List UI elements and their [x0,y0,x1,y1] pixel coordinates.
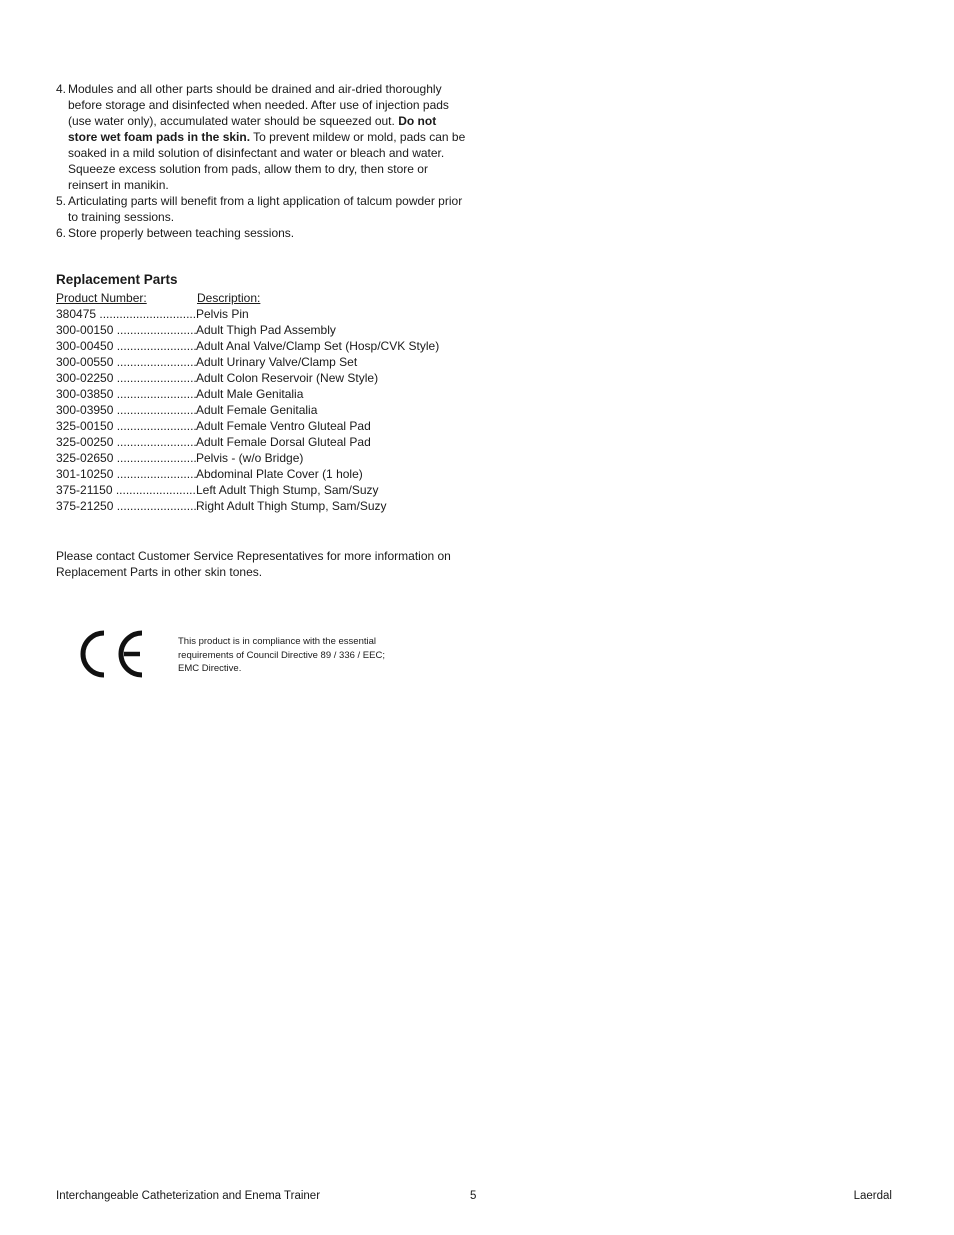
replacement-parts-heading: Replacement Parts [56,272,178,287]
table-row [56,434,439,450]
replacement-parts-table [56,290,439,514]
contact-note: Please contact Customer Service Representatives for more information on Replacement Parts in other skin tones. [56,549,451,579]
list-item-text: Articulating parts will benefit from a light application of talcum powder prior to training sessions. [68,194,463,224]
product-number: 375-21150 ..... [56,482,196,498]
product-number: 325-00150 ..... [56,418,196,434]
list-item [56,81,466,193]
table-row [56,466,439,482]
footer-title: Interchangeable Catheterization and Enema Trainer [56,1190,321,1202]
table-row [56,386,439,402]
ce-compliance-text: This product is in compliance with the essential requirements of Council Directive 89 / 336 / EEC; EMC Directive. [178,636,385,674]
description-header: Description: [197,291,261,305]
list-item [56,225,466,241]
product-number: 300-00150 ..... [56,322,196,338]
part-description: Adult Female Dorsal Gluteal Pad [196,435,371,449]
list-item-text: Store properly between teaching sessions. [68,226,295,240]
product-number: 300-00550 ..... [56,354,196,370]
product-number: 300-00450 ..... [56,338,196,354]
table-row [56,450,439,466]
list-item [56,193,466,225]
product-number: 375-21250 ..... [56,498,196,514]
part-description: Left Adult Thigh Stump, Sam/Suzy [196,483,379,497]
part-description: Right Adult Thigh Stump, Sam/Suzy [196,499,387,513]
product-number: 325-02650 ..... [56,450,196,466]
table-row [56,306,439,322]
part-description: Pelvis Pin [196,307,249,321]
footer-brand: Laerdal [853,1190,892,1202]
product-number: 300-02250 ..... [56,370,196,386]
table-row [56,370,439,386]
table-row [56,482,439,498]
table-row [56,498,439,514]
product-number: 300-03850 ..... [56,386,196,402]
part-description: Adult Male Genitalia [196,387,304,401]
list-item-text: Modules and all other parts should be drained and air-dried thoroughly before storage and disinfected when needed. After use of injection pads (use water only), accumulated water should be squeezed out. [68,82,449,128]
part-description: Adult Thigh Pad Assembly [196,323,336,337]
part-description: Adult Female Ventro Gluteal Pad [196,419,371,433]
table-row [56,354,439,370]
part-description: Pelvis - (w/o Bridge) [196,451,304,465]
list-item-text-continued: To prevent mildew or mold, pads can be soaked in a mild solution of disinfectant and water or bleach and water. Squeeze excess solution from pads, allow them to dry, then store or reinsert in manikin. [68,130,466,192]
product-number: 300-03950 ..... [56,402,196,418]
table-row [56,402,439,418]
table-header [56,290,439,306]
product-number: 380475 ..... [56,306,196,322]
list-item-number: 4. [56,82,67,96]
table-row [56,418,439,434]
part-description: Abdominal Plate Cover (1 hole) [196,467,363,481]
care-instructions-list [56,81,466,241]
table-body [56,306,439,514]
part-description: Adult Anal Valve/Clamp Set (Hosp/CVK Style) [196,339,440,353]
table-row [56,338,439,354]
part-description: Adult Colon Reservoir (New Style) [196,371,379,385]
list-item-warning: Do not store wet foam pads in the skin. [68,114,437,144]
ce-mark-icon [78,628,146,680]
product-number: 301-10250 ..... [56,466,196,482]
page-number: 5 [470,1190,477,1202]
list-item-number: 5. [56,194,67,208]
part-description: Adult Female Genitalia [196,403,318,417]
part-description: Adult Urinary Valve/Clamp Set [196,355,358,369]
product-number-header: Product Number: [56,291,147,305]
list-item-number: 6. [56,226,67,240]
table-row [56,322,439,338]
product-number: 325-00250 ..... [56,434,196,450]
